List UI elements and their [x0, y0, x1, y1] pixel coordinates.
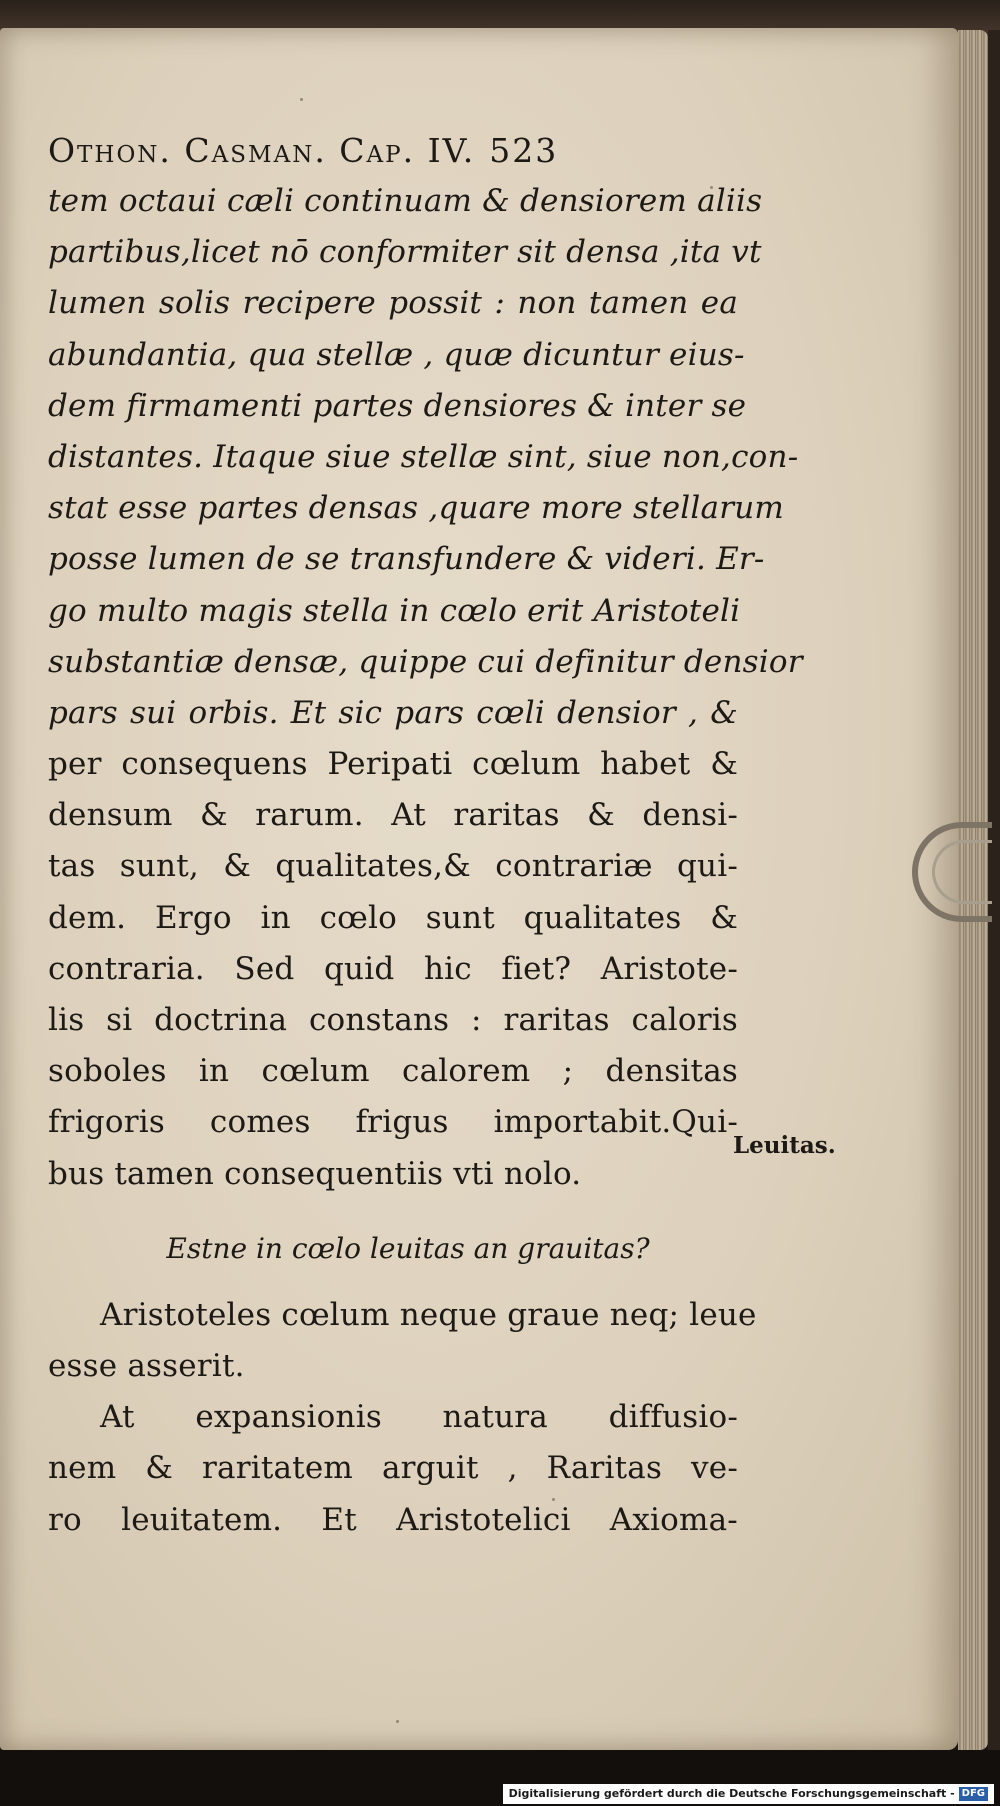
text-line: dem firmamenti partes densiores & inter se [48, 387, 747, 424]
text-line: tas sunt, & qualitates,& contrariæ qui- [48, 848, 738, 885]
text-line: densum & rarum. At raritas & densi- [48, 797, 738, 834]
text-line: partibus,licet nō conformiter sit densa ,ita vt [48, 234, 762, 271]
text-line: soboles in cœlum calorem ; densitas [48, 1053, 738, 1090]
text-line: bus tamen consequentiis vti nolo. [48, 1155, 582, 1192]
text-line: nem & raritatem arguit , Raritas ve- [48, 1450, 738, 1487]
page-number: 523 [489, 131, 559, 170]
digitization-credit [503, 1784, 994, 1804]
paper-speck [300, 98, 303, 101]
credit-text: Digitalisierung gefördert durch die Deutsche Forschungsgemeinschaft - [508, 1787, 955, 1800]
text-line: dem. Ergo in cœlo sunt qualitates & [48, 899, 738, 936]
text-line: stat esse partes densas ,quare more stellarum [48, 490, 784, 527]
paper-speck [396, 1720, 399, 1723]
page-text [48, 126, 803, 1546]
section-heading: Estne in cœlo leuitas an grauitas? [166, 1231, 650, 1265]
running-head-title: Othon. Casman. Cap. IV. [48, 131, 476, 170]
text-line: posse lumen de se transfundere & videri. Er- [48, 541, 765, 578]
text-line: per consequens Peripati cœlum habet & [48, 746, 738, 783]
marginal-note: Leuitas. [733, 1132, 836, 1159]
text-line: substantiæ densæ, quippe cui definitur densior [48, 643, 803, 680]
text-line: lis si doctrina constans : raritas caloris [48, 1002, 738, 1038]
text-line: esse asserit. [48, 1347, 245, 1384]
text-line: tem octaui cæli continuam & densiorem aliis [48, 183, 763, 219]
dfg-logo: DFG [959, 1787, 988, 1801]
text-line: lumen solis recipere possit : non tamen ea [48, 285, 738, 322]
text-line: contraria. Sed quid hic fiet? Aristote- [48, 950, 738, 987]
text-line: pars sui orbis. Et sic pars cœli densior , & [48, 694, 738, 731]
text-line: go multo magis stella in cœlo erit Aristoteli [48, 592, 741, 629]
text-line: ro leuitatem. Et Aristotelici Axioma- [48, 1501, 738, 1538]
text-line: frigoris comes frigus importabit.Qui- [48, 1104, 738, 1141]
running-head [48, 126, 738, 176]
text-line: At expansionis natura diffusio- [100, 1399, 738, 1436]
spacer [48, 1200, 738, 1222]
text-line: distantes. Itaque siue stellæ sint, siue non,con- [48, 438, 799, 475]
spacer [48, 1276, 738, 1290]
text-line: abundantia, qua stellæ , quæ dicuntur eius- [48, 336, 745, 373]
page-clip-inner [932, 840, 992, 904]
text-line: Aristoteles cœlum neque graue neq; leue [100, 1296, 757, 1333]
